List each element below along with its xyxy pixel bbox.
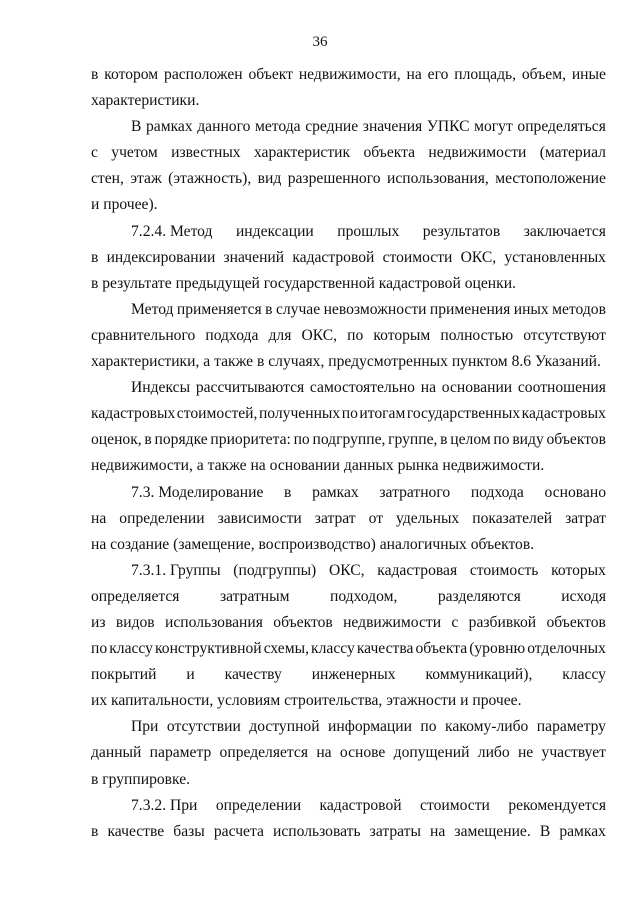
word: доступной — [249, 718, 320, 736]
word: учетом — [111, 144, 158, 162]
word: его — [427, 66, 449, 83]
word: недвижимости — [343, 613, 442, 631]
word: метода — [255, 118, 301, 136]
word: стоимость — [469, 561, 539, 579]
word: отсутствуют — [523, 326, 606, 344]
word: подгруппе, — [312, 431, 386, 449]
word: в — [91, 66, 99, 83]
word: рекомендуется — [508, 796, 606, 814]
word: объекта — [363, 144, 416, 162]
text-line — [91, 249, 606, 275]
text-line — [91, 118, 606, 144]
word: информации — [328, 718, 412, 736]
text-line: в результате предыдущей государственной кадастровой оценки. — [91, 274, 516, 292]
text-line: характеристики. — [91, 92, 200, 110]
word: известных — [171, 144, 241, 162]
word: схемы, — [263, 640, 309, 658]
text-line — [91, 405, 606, 431]
word: индексации — [235, 222, 314, 240]
word: При — [131, 718, 159, 736]
text-line: в группировке. — [91, 770, 191, 788]
text-line — [91, 379, 606, 405]
word: допущений — [393, 744, 470, 762]
word: (этажность), — [168, 170, 252, 188]
word: значений — [223, 248, 285, 266]
word: в — [284, 483, 292, 501]
word: в — [91, 822, 99, 840]
word: оценок, — [91, 431, 142, 449]
word: значения — [362, 118, 423, 136]
word: которым — [373, 326, 431, 344]
word: и — [186, 666, 195, 684]
word: участвует — [541, 744, 606, 762]
word: могут — [474, 118, 513, 136]
text-line — [91, 170, 606, 196]
word: кадастровых — [91, 405, 176, 423]
word: качеству — [224, 666, 282, 684]
word: замещение. — [454, 822, 531, 840]
word: использования — [165, 613, 263, 631]
word: конструктивной — [155, 640, 262, 658]
word: определении — [215, 796, 302, 814]
word: В — [539, 822, 551, 840]
word: объектов — [546, 431, 606, 449]
word: которых — [551, 561, 606, 579]
word: коммуникаций), — [425, 666, 533, 684]
word: в — [265, 300, 273, 318]
word: (уровню — [469, 640, 526, 658]
word: сравнительного — [91, 326, 196, 344]
word: определяться — [517, 118, 606, 136]
word: применения — [429, 300, 511, 318]
word: расчета — [213, 822, 264, 840]
word: с — [451, 613, 459, 631]
body-text — [91, 66, 606, 849]
word: на — [316, 744, 332, 762]
text-line: недвижимости, а также на основании данных рынка недвижимости. — [91, 457, 545, 475]
word: параметр — [149, 744, 212, 762]
word: качестве — [107, 822, 165, 840]
word: котором — [104, 66, 159, 83]
text-line — [91, 562, 606, 588]
word: этаж — [130, 170, 162, 188]
word: основе — [339, 744, 386, 762]
text-line: на создание (замещение, воспроизводство) аналогичных объектов. — [91, 535, 535, 553]
word: на — [406, 66, 422, 83]
text-line — [91, 614, 606, 640]
word: приоритета: — [210, 431, 291, 449]
word: не — [517, 744, 534, 762]
text-line — [91, 744, 606, 770]
word: покрытий — [91, 666, 157, 684]
text-line — [91, 144, 606, 170]
word: прошлых — [337, 222, 400, 240]
text-line — [91, 666, 606, 692]
word: итогам — [359, 405, 406, 423]
word: разбивкой — [468, 613, 537, 631]
word: объектов — [273, 613, 333, 631]
word: подхода — [470, 483, 524, 501]
word: Метод — [131, 300, 174, 318]
word: В — [131, 118, 142, 136]
word: характеристик — [253, 144, 351, 162]
word: затрат — [565, 509, 606, 527]
word: разрешенного — [287, 170, 381, 188]
word: расположен — [164, 66, 243, 83]
text-line — [91, 327, 606, 353]
word: от — [368, 509, 384, 527]
word: объект — [248, 66, 293, 83]
word: 7.2.4. Метод — [131, 222, 213, 240]
text-line: их капитальности, условиям строительства, этажности и прочее. — [91, 692, 522, 710]
word: по — [493, 431, 510, 449]
word: определяется — [219, 744, 309, 762]
word: применяется — [176, 300, 262, 318]
word: соотношения — [517, 379, 606, 397]
word: определении — [119, 509, 205, 527]
word: на — [91, 509, 107, 527]
word: по — [341, 405, 358, 423]
word: основании — [441, 379, 513, 397]
word: невозможности — [323, 300, 427, 318]
word: инженерных — [311, 666, 396, 684]
text-line — [91, 510, 606, 536]
word: недвижимости — [428, 144, 527, 162]
word: затратным — [219, 587, 290, 605]
text-line: и прочее). — [91, 196, 158, 214]
word: определяется — [91, 587, 180, 605]
word: затратного — [379, 483, 451, 501]
word: результатов — [422, 222, 501, 240]
word: качества — [356, 640, 414, 658]
word: заключается — [523, 222, 606, 240]
word: показателей — [472, 509, 553, 527]
word: классу — [562, 666, 606, 684]
word: либо — [477, 744, 510, 762]
word: по — [293, 431, 310, 449]
word: случае — [275, 300, 321, 318]
word: иные — [571, 66, 606, 83]
text-line — [91, 718, 606, 744]
word: площадь, — [454, 66, 517, 83]
text-line — [91, 823, 606, 849]
word: стоимостей, — [176, 405, 258, 423]
word: (подгруппы) — [233, 561, 317, 579]
word: объектов — [546, 613, 606, 631]
word: стоимости — [382, 248, 453, 266]
text-line — [91, 640, 606, 666]
text-line — [91, 223, 606, 249]
word: с — [91, 144, 98, 162]
word: зависимости — [217, 509, 302, 527]
word: на — [420, 379, 437, 397]
word: классу — [311, 640, 355, 658]
word: индексировании — [106, 248, 216, 266]
word: рамках — [559, 822, 606, 840]
word: местоположение — [495, 170, 606, 188]
word: объекта — [415, 640, 468, 658]
word: разделяются — [437, 587, 521, 605]
word: использовать — [273, 822, 361, 840]
word: для — [268, 326, 292, 344]
word: порядке — [154, 431, 208, 449]
text-line — [91, 431, 606, 457]
page-number: 36 — [312, 34, 328, 50]
word: кадастровая — [377, 561, 458, 579]
word: объем, — [521, 66, 566, 83]
word: по — [91, 640, 108, 658]
word: использования, — [386, 170, 489, 188]
word: кадастровой — [319, 796, 402, 814]
text-line — [91, 301, 606, 327]
word: по — [347, 326, 364, 344]
word: (материал — [539, 144, 606, 162]
word: в — [91, 248, 99, 266]
word: кадастровых — [521, 405, 606, 423]
word: 7.3.2. При — [131, 796, 198, 814]
word: ОКС, — [301, 326, 338, 344]
word: иных — [513, 300, 549, 318]
word: в — [440, 431, 448, 449]
word: рамках — [312, 483, 359, 501]
word: ОКС, — [460, 248, 497, 266]
word: исходя — [561, 587, 606, 605]
word: средние — [305, 118, 359, 136]
word: в — [144, 431, 152, 449]
word: стен, — [91, 170, 124, 188]
word: рамках — [146, 118, 193, 136]
word: рассчитываются — [195, 379, 305, 397]
word: отделочных — [527, 640, 606, 658]
word: подходом, — [329, 587, 398, 605]
word: самостоятельно — [309, 379, 415, 397]
word: группе, — [388, 431, 438, 449]
text-line — [91, 66, 606, 92]
word: из — [91, 613, 106, 631]
word: ОКС, — [328, 561, 365, 579]
word: данного — [197, 118, 251, 136]
word: виду — [512, 431, 544, 449]
word: недвижимости, — [298, 66, 401, 83]
word: 7.3. Моделирование — [131, 483, 264, 501]
text-line — [91, 484, 606, 510]
word: базы — [173, 822, 205, 840]
text-line: характеристики, а также в случаях, предусмотренных пунктом 8.6 Указаний. — [91, 353, 601, 371]
word: параметру — [536, 718, 606, 736]
word: стоимости — [420, 796, 490, 814]
word: на — [430, 822, 446, 840]
word: кадастровой — [292, 248, 375, 266]
word: затрат — [314, 509, 356, 527]
word: какому-либо — [445, 718, 529, 736]
text-line — [91, 797, 606, 823]
word: методов — [552, 300, 606, 318]
word: полученных — [258, 405, 341, 423]
word: по — [420, 718, 437, 736]
word: установленных — [504, 248, 606, 266]
word: основано — [544, 483, 606, 501]
word: подхода — [205, 326, 259, 344]
word: УПКС — [426, 118, 470, 136]
word: государственных — [406, 405, 521, 423]
word: 7.3.1. Группы — [131, 561, 221, 579]
word: полностью — [440, 326, 514, 344]
word: отсутствии — [166, 718, 241, 736]
word: видов — [115, 613, 155, 631]
word: классу — [109, 640, 153, 658]
text-line — [91, 588, 606, 614]
word: данный — [91, 744, 142, 762]
word: удельных — [396, 509, 460, 527]
word: затраты — [369, 822, 421, 840]
word: целом — [450, 431, 491, 449]
word: Индексы — [131, 379, 191, 397]
word: вид — [257, 170, 282, 188]
